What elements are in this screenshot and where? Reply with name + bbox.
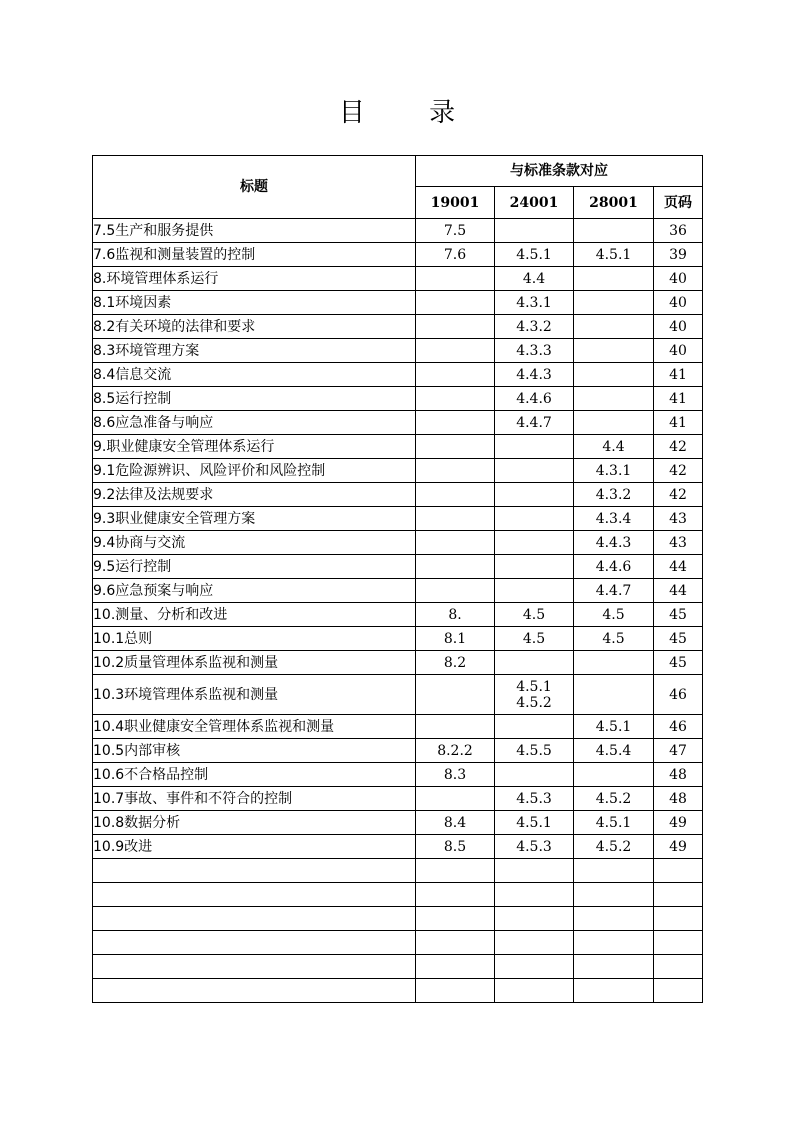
header-24001: 24001 xyxy=(495,187,574,219)
clause-cell: 8.4 xyxy=(416,811,495,835)
clause-cell: 4.4.3 xyxy=(574,531,654,555)
page-number: 46 xyxy=(654,675,703,715)
clause-cell xyxy=(416,339,495,363)
table-row xyxy=(93,675,703,715)
clause-cell: 8.2 xyxy=(416,651,495,675)
page-number: 42 xyxy=(654,435,703,459)
page-number: 36 xyxy=(654,219,703,243)
page-number: 45 xyxy=(654,603,703,627)
clause-cell: 4.3.1 xyxy=(574,459,654,483)
clause-cell: 4.5 xyxy=(495,627,574,651)
page-number: 41 xyxy=(654,411,703,435)
empty-cell xyxy=(416,859,495,883)
empty-cell xyxy=(93,883,416,907)
clause-cell: 4.5 xyxy=(495,603,574,627)
clause-cell xyxy=(416,507,495,531)
clause-cell xyxy=(574,363,654,387)
toc-table xyxy=(92,155,703,1003)
clause-cell xyxy=(416,483,495,507)
page-number: 48 xyxy=(654,763,703,787)
page-number: 40 xyxy=(654,339,703,363)
clause-cell xyxy=(574,219,654,243)
empty-cell xyxy=(416,979,495,1003)
clause-cell: 4.4.7 xyxy=(495,411,574,435)
table-row xyxy=(93,739,703,763)
empty-cell xyxy=(416,883,495,907)
clause-cell xyxy=(416,291,495,315)
row-title: 7.5生产和服务提供 xyxy=(93,219,416,243)
table-row xyxy=(93,387,703,411)
clause-cell: 4.3.2 xyxy=(495,315,574,339)
table-row xyxy=(93,627,703,651)
page-number: 39 xyxy=(654,243,703,267)
clause-cell xyxy=(495,219,574,243)
empty-cell xyxy=(654,931,703,955)
clause-cell: 4.4 xyxy=(495,267,574,291)
empty-cell xyxy=(93,907,416,931)
clause-cell xyxy=(416,459,495,483)
empty-cell xyxy=(495,931,574,955)
clause-cell: 4.5.1 xyxy=(574,715,654,739)
clause-cell: 4.4.7 xyxy=(574,579,654,603)
page-number: 47 xyxy=(654,739,703,763)
clause-cell: 4.5.1 xyxy=(495,811,574,835)
empty-row xyxy=(93,859,703,883)
clause-cell xyxy=(495,579,574,603)
row-title: 9.4协商与交流 xyxy=(93,531,416,555)
empty-cell xyxy=(495,979,574,1003)
page-number: 48 xyxy=(654,787,703,811)
table-row xyxy=(93,579,703,603)
page-number: 40 xyxy=(654,267,703,291)
empty-cell xyxy=(654,979,703,1003)
empty-row xyxy=(93,883,703,907)
row-title: 8.6应急准备与响应 xyxy=(93,411,416,435)
table-row xyxy=(93,787,703,811)
table-row xyxy=(93,291,703,315)
row-title: 10.8数据分析 xyxy=(93,811,416,835)
header-title: 标题 xyxy=(93,156,416,219)
empty-cell xyxy=(93,979,416,1003)
clause-cell xyxy=(574,675,654,715)
table-row xyxy=(93,363,703,387)
clause-cell xyxy=(416,675,495,715)
row-title: 9.3职业健康安全管理方案 xyxy=(93,507,416,531)
row-title: 9.5运行控制 xyxy=(93,555,416,579)
row-title: 9.2法律及法规要求 xyxy=(93,483,416,507)
table-row xyxy=(93,763,703,787)
clause-cell xyxy=(495,531,574,555)
empty-cell xyxy=(495,907,574,931)
table-row xyxy=(93,459,703,483)
clause-cell xyxy=(416,579,495,603)
table-row xyxy=(93,483,703,507)
table-row xyxy=(93,835,703,859)
table-row xyxy=(93,267,703,291)
page-title: 目 录 xyxy=(338,98,484,128)
empty-cell xyxy=(416,907,495,931)
header-19001: 19001 xyxy=(416,187,495,219)
page-number: 41 xyxy=(654,363,703,387)
clause-cell xyxy=(416,715,495,739)
clause-cell: 4.5.1 xyxy=(574,811,654,835)
clause-cell xyxy=(416,411,495,435)
clause-cell: 4.5.4 xyxy=(574,739,654,763)
clause-cell xyxy=(495,435,574,459)
table-row xyxy=(93,603,703,627)
row-title: 10.5内部审核 xyxy=(93,739,416,763)
clause-cell xyxy=(495,715,574,739)
row-title: 8.环境管理体系运行 xyxy=(93,267,416,291)
clause-cell xyxy=(416,363,495,387)
clause-cell: 4.5.1 xyxy=(495,243,574,267)
clause-cell: 4.4 xyxy=(574,435,654,459)
row-title: 8.1环境因素 xyxy=(93,291,416,315)
clause-cell xyxy=(574,387,654,411)
row-title: 9.6应急预案与响应 xyxy=(93,579,416,603)
row-title: 10.6不合格品控制 xyxy=(93,763,416,787)
clause-cell: 8.2.2 xyxy=(416,739,495,763)
table-row xyxy=(93,811,703,835)
clause-cell xyxy=(416,787,495,811)
table-row xyxy=(93,651,703,675)
clause-cell xyxy=(416,267,495,291)
empty-cell xyxy=(574,955,654,979)
row-title: 10.2质量管理体系监视和测量 xyxy=(93,651,416,675)
clause-cell xyxy=(574,315,654,339)
empty-cell xyxy=(654,859,703,883)
clause-cell xyxy=(416,555,495,579)
clause-cell xyxy=(574,267,654,291)
empty-cell xyxy=(574,931,654,955)
empty-cell xyxy=(574,883,654,907)
page-number: 44 xyxy=(654,555,703,579)
clause-cell xyxy=(574,339,654,363)
empty-cell xyxy=(495,955,574,979)
clause-cell: 4.5 xyxy=(574,627,654,651)
row-title: 10.3环境管理体系监视和测量 xyxy=(93,675,416,715)
clause-cell xyxy=(416,387,495,411)
page-number: 42 xyxy=(654,483,703,507)
clause-cell xyxy=(574,651,654,675)
clause-cell: 4.5.1 xyxy=(574,243,654,267)
row-title: 8.2有关环境的法律和要求 xyxy=(93,315,416,339)
page-number: 44 xyxy=(654,579,703,603)
page-number: 40 xyxy=(654,315,703,339)
clause-cell: 8.5 xyxy=(416,835,495,859)
clause-cell xyxy=(495,555,574,579)
empty-cell xyxy=(574,979,654,1003)
clause-cell: 8.1 xyxy=(416,627,495,651)
clause-value: 4.5.2 xyxy=(516,694,552,711)
row-title: 10.1总则 xyxy=(93,627,416,651)
empty-row xyxy=(93,907,703,931)
table-row xyxy=(93,243,703,267)
clause-cell xyxy=(495,459,574,483)
clause-cell xyxy=(416,315,495,339)
clause-cell xyxy=(574,291,654,315)
clause-cell: 7.5 xyxy=(416,219,495,243)
clause-cell xyxy=(416,531,495,555)
clause-cell: 4.3.3 xyxy=(495,339,574,363)
clause-cell: 4.5.2 xyxy=(574,787,654,811)
page-number: 46 xyxy=(654,715,703,739)
clause-cell xyxy=(495,651,574,675)
row-title: 8.5运行控制 xyxy=(93,387,416,411)
row-title: 8.3环境管理方案 xyxy=(93,339,416,363)
clause-cell xyxy=(495,507,574,531)
table-row xyxy=(93,315,703,339)
header-standards: 与标准条款对应 xyxy=(416,156,703,187)
clause-cell xyxy=(495,675,574,715)
row-title: 10.9改进 xyxy=(93,835,416,859)
clause-cell: 4.5 xyxy=(574,603,654,627)
clause-value: 4.5.1 xyxy=(516,678,552,695)
clause-cell: 4.5.5 xyxy=(495,739,574,763)
empty-cell xyxy=(574,859,654,883)
clause-cell: 4.4.6 xyxy=(495,387,574,411)
clause-cell: 4.4.6 xyxy=(574,555,654,579)
empty-cell xyxy=(654,883,703,907)
empty-row xyxy=(93,955,703,979)
clause-cell: 4.5.3 xyxy=(495,787,574,811)
clause-cell xyxy=(416,435,495,459)
clause-cell: 8.3 xyxy=(416,763,495,787)
empty-cell xyxy=(93,955,416,979)
row-title: 7.6监视和测量装置的控制 xyxy=(93,243,416,267)
table-row xyxy=(93,715,703,739)
page-number: 49 xyxy=(654,835,703,859)
page-number: 43 xyxy=(654,531,703,555)
header-28001: 28001 xyxy=(574,187,654,219)
clause-cell: 4.5.2 xyxy=(574,835,654,859)
page-number: 45 xyxy=(654,627,703,651)
page-number: 45 xyxy=(654,651,703,675)
clause-cell: 4.3.4 xyxy=(574,507,654,531)
row-title: 9.1危险源辨识、风险评价和风险控制 xyxy=(93,459,416,483)
page-number: 49 xyxy=(654,811,703,835)
clause-cell xyxy=(495,483,574,507)
clause-cell: 4.3.2 xyxy=(574,483,654,507)
empty-cell xyxy=(495,883,574,907)
table-row xyxy=(93,219,703,243)
header-page: 页码 xyxy=(654,187,703,219)
page-number: 41 xyxy=(654,387,703,411)
table-row xyxy=(93,339,703,363)
table-row xyxy=(93,555,703,579)
empty-row xyxy=(93,979,703,1003)
page-number: 42 xyxy=(654,459,703,483)
clause-cell: 8. xyxy=(416,603,495,627)
empty-row xyxy=(93,931,703,955)
clause-cell xyxy=(574,411,654,435)
row-title: 9.职业健康安全管理体系运行 xyxy=(93,435,416,459)
table-row xyxy=(93,507,703,531)
table-row xyxy=(93,435,703,459)
empty-cell xyxy=(93,859,416,883)
empty-cell xyxy=(654,907,703,931)
empty-cell xyxy=(654,955,703,979)
clause-cell: 4.3.1 xyxy=(495,291,574,315)
clause-cell xyxy=(574,763,654,787)
clause-cell: 4.4.3 xyxy=(495,363,574,387)
table-row xyxy=(93,411,703,435)
clause-cell xyxy=(495,763,574,787)
empty-cell xyxy=(93,931,416,955)
clause-cell: 4.5.3 xyxy=(495,835,574,859)
row-title: 10.测量、分析和改进 xyxy=(93,603,416,627)
table-row xyxy=(93,531,703,555)
toc-body xyxy=(93,219,703,1003)
row-title: 10.7事故、事件和不符合的控制 xyxy=(93,787,416,811)
empty-cell xyxy=(416,955,495,979)
clause-cell: 7.6 xyxy=(416,243,495,267)
row-title: 8.4信息交流 xyxy=(93,363,416,387)
row-title: 10.4职业健康安全管理体系监视和测量 xyxy=(93,715,416,739)
page-number: 40 xyxy=(654,291,703,315)
empty-cell xyxy=(574,907,654,931)
empty-cell xyxy=(416,931,495,955)
page-number: 43 xyxy=(654,507,703,531)
empty-cell xyxy=(495,859,574,883)
